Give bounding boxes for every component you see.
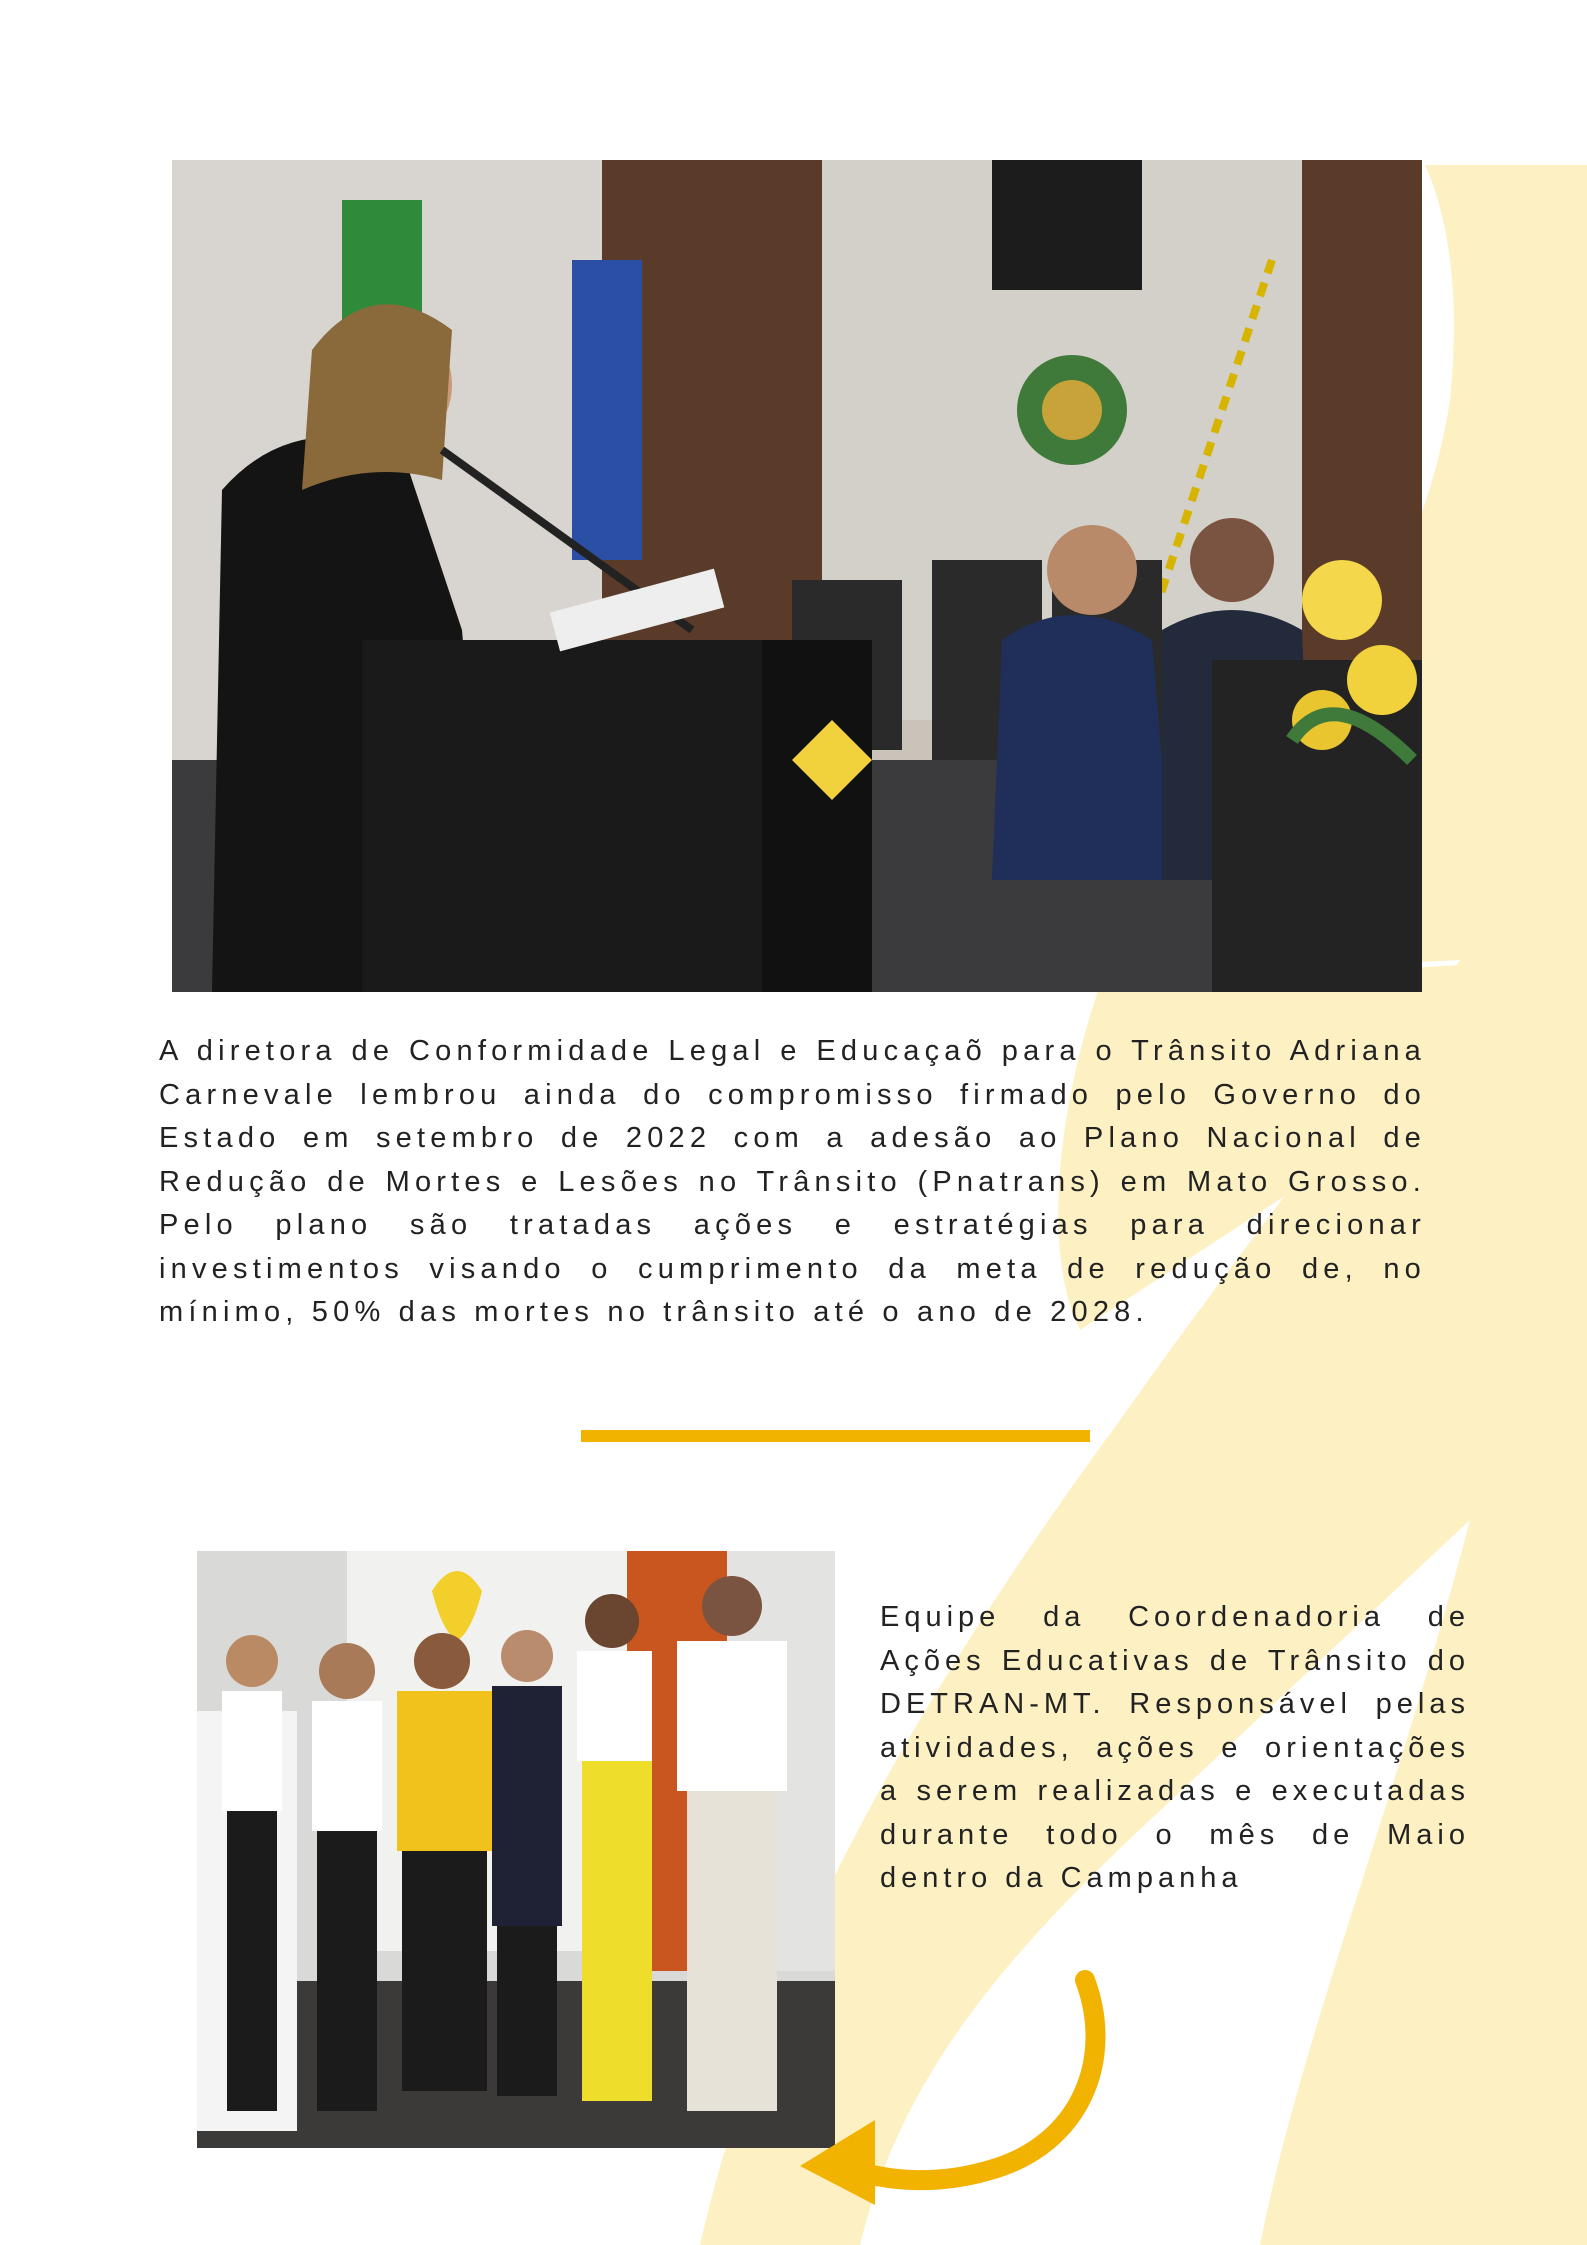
curved-arrow-icon	[780, 1970, 1120, 2220]
divider-line	[581, 1430, 1090, 1442]
paragraph-team-caption: Equipe da Coordenadoria de Ações Educativas de Trânsito do DETRAN-MT. Responsável pelas atividades, ações e orientações a serem realizadas e executadas durante todo o mês de Maio dentro da Campanha	[880, 1601, 1470, 1894]
photo-team-group	[197, 1551, 835, 2148]
photo-speaker-at-podium	[172, 160, 1422, 992]
paragraph-director-statement: A diretora de Conformidade Legal e Educaçaõ para o Trânsito Adriana Carnevale lembrou ainda do compromisso firmado pelo Governo do Estado em setembro de 2022 com a adesão ao Plano Nacional de Redução de Mortes e Lesões no Trânsito (Pnatrans) em Mato Grosso. Pelo plano são tratadas ações e estratégias para direcionar investimentos visando o cumprimento da meta de redução de, no mínimo, 50% das mortes no trânsito até o ano de 2028.	[159, 1035, 1426, 1328]
speaker-photo-illustration	[172, 160, 1422, 992]
team-photo-illustration	[197, 1551, 835, 2148]
